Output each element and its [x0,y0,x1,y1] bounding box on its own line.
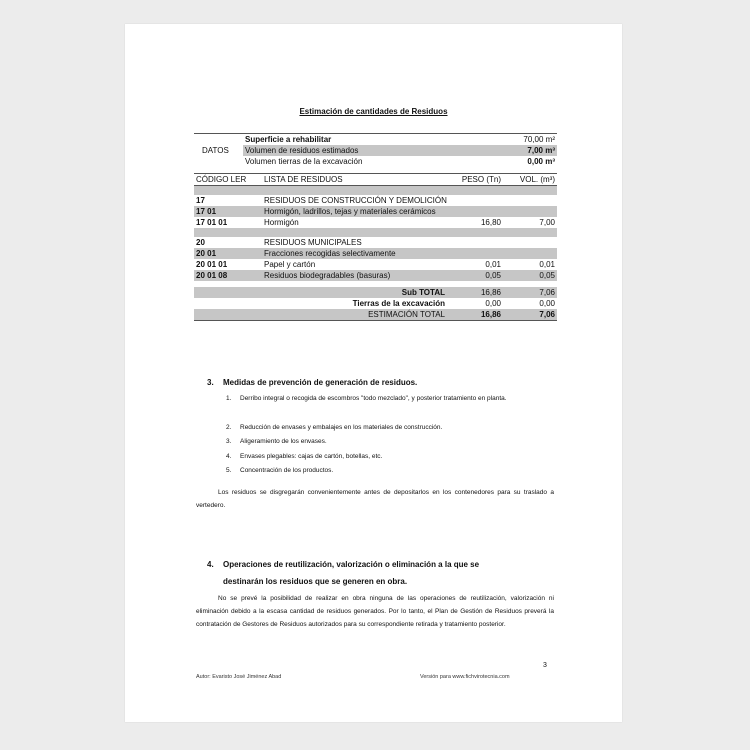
document-page [125,24,622,722]
row-code: 20 01 08 [196,271,228,280]
section-title-line-1: Operaciones de reutilización, valorización o eliminación a la que se [223,560,480,569]
row-code: 17 01 [196,207,217,216]
page-title: Estimación de cantidades de Residuos [299,107,448,116]
row-vol: 7,00 [539,218,555,227]
subtotal-row [194,287,557,298]
list-item-number: 3. [226,438,232,445]
row-desc: Hormigón [264,218,299,227]
table-row [194,206,557,217]
tierras-row [194,298,557,309]
list-item-number: 1. [226,395,232,402]
section-4-heading [207,556,479,590]
datos-row-value: 7,00 m³ [527,146,555,155]
section-number: 3. [207,378,214,387]
datos-label: DATOS [202,146,229,155]
footer-author: Autor: Evaristo José Jiménez Abad [196,674,282,680]
header-peso: PESO (Tn) [461,175,501,184]
row-peso: 0,01 [485,260,501,269]
tierras-peso: 0,00 [485,299,501,308]
row-desc: Papel y cartón [264,260,316,269]
table-row [194,270,557,281]
row-code: 17 [196,196,205,205]
row-desc: Fracciones recogidas selectivamente [264,249,396,258]
row-vol: 0,05 [539,271,555,280]
table-row [194,259,557,270]
total-label: ESTIMACIÓN TOTAL [368,310,445,319]
list-item-text: Reducción de envases y embalajes en los materiales de construcción. [240,424,443,431]
section-title: Medidas de prevención de generación de residuos. [223,378,418,387]
table-row [194,237,557,248]
subtotal-peso: 16,86 [480,288,501,297]
row-code: 20 01 [196,249,217,258]
section-number: 4. [207,560,214,569]
tierras-label: Tierras de la excavación [352,299,445,308]
datos-row-value: 70,00 m² [523,135,555,144]
page-number: 3 [543,662,547,669]
section-title-line-2: destinarán los residuos que se generen en obra. [223,577,408,586]
list-item-text: Aligeramiento de los envases. [240,438,327,445]
total-row [194,309,557,321]
total-peso: 16,86 [480,310,501,319]
list-item-number: 5. [226,467,232,474]
table-row [194,195,557,206]
list-item-text: Derribo integral o recogida de escombros "todo mezclado", y posterior tratamiento en planta. [240,395,507,402]
list-item-text: Envases plegables: cajas de cartón, botellas, etc. [240,453,383,460]
datos-row-tierras [243,156,557,167]
tierras-vol: 0,00 [539,299,555,308]
spacer [194,228,557,237]
section-3-heading [207,378,417,387]
datos-row-desc: Volumen tierras de la excavación [245,157,363,166]
row-desc: Residuos biodegradables (basuras) [264,271,391,280]
section-3-paragraph: Los residuos se disgregarán convenientemente antes de depositarlos en los contenedores para su traslado a vertedero. [196,489,554,509]
row-desc: RESIDUOS MUNICIPALES [264,238,362,247]
datos-row-volumen [243,145,557,156]
datos-row-superficie [243,134,557,145]
list-item [226,392,556,418]
row-code: 17 01 01 [196,218,228,227]
list-item-number: 4. [226,453,232,460]
spacer [194,186,557,195]
row-desc: RESIDUOS DE CONSTRUCCIÓN Y DEMOLICIÓN [264,196,447,205]
row-code: 20 [196,238,205,247]
row-peso: 0,05 [485,271,501,280]
header-list: LISTA DE RESIDUOS [264,175,343,184]
list-item-number: 2. [226,424,232,431]
datos-row-value: 0,00 m³ [527,157,555,166]
datos-row-desc: Superficie a rehabilitar [245,135,332,144]
table-row [194,217,557,228]
residues-table [194,133,557,321]
table-header [194,173,557,186]
subtotal-vol: 7,06 [539,288,555,297]
header-code: CÓDIGO LER [196,175,247,184]
subtotal-label: Sub TOTAL [401,288,445,297]
header-vol: VOL. (m³) [519,175,555,184]
section-4-paragraph: No se prevé la posibilidad de realizar en obra ninguna de las operaciones de reutilización, valorización ni eliminación debido a la escasa cantidad de residuos generados. Por lo tanto, el Plan de Gestión de Residuos preverá la contratación de Gestores de Residuos autorizados para su correspondiente retirada y tratamiento posterior. [196,595,554,628]
row-peso: 16,80 [480,218,501,227]
footer-version: Versión para www.fichvirotecnia.com [420,674,510,680]
list-item-text: Concentración de los productos. [240,467,334,474]
datos-row-desc: Volumen de residuos estimados [245,146,359,155]
total-vol: 7,06 [539,310,555,319]
datos-block [194,133,557,167]
row-desc: Hormigón, ladrillos, tejas y materiales cerámicos [264,207,436,216]
table-row [194,248,557,259]
row-code: 20 01 01 [196,260,228,269]
row-vol: 0,01 [539,260,555,269]
